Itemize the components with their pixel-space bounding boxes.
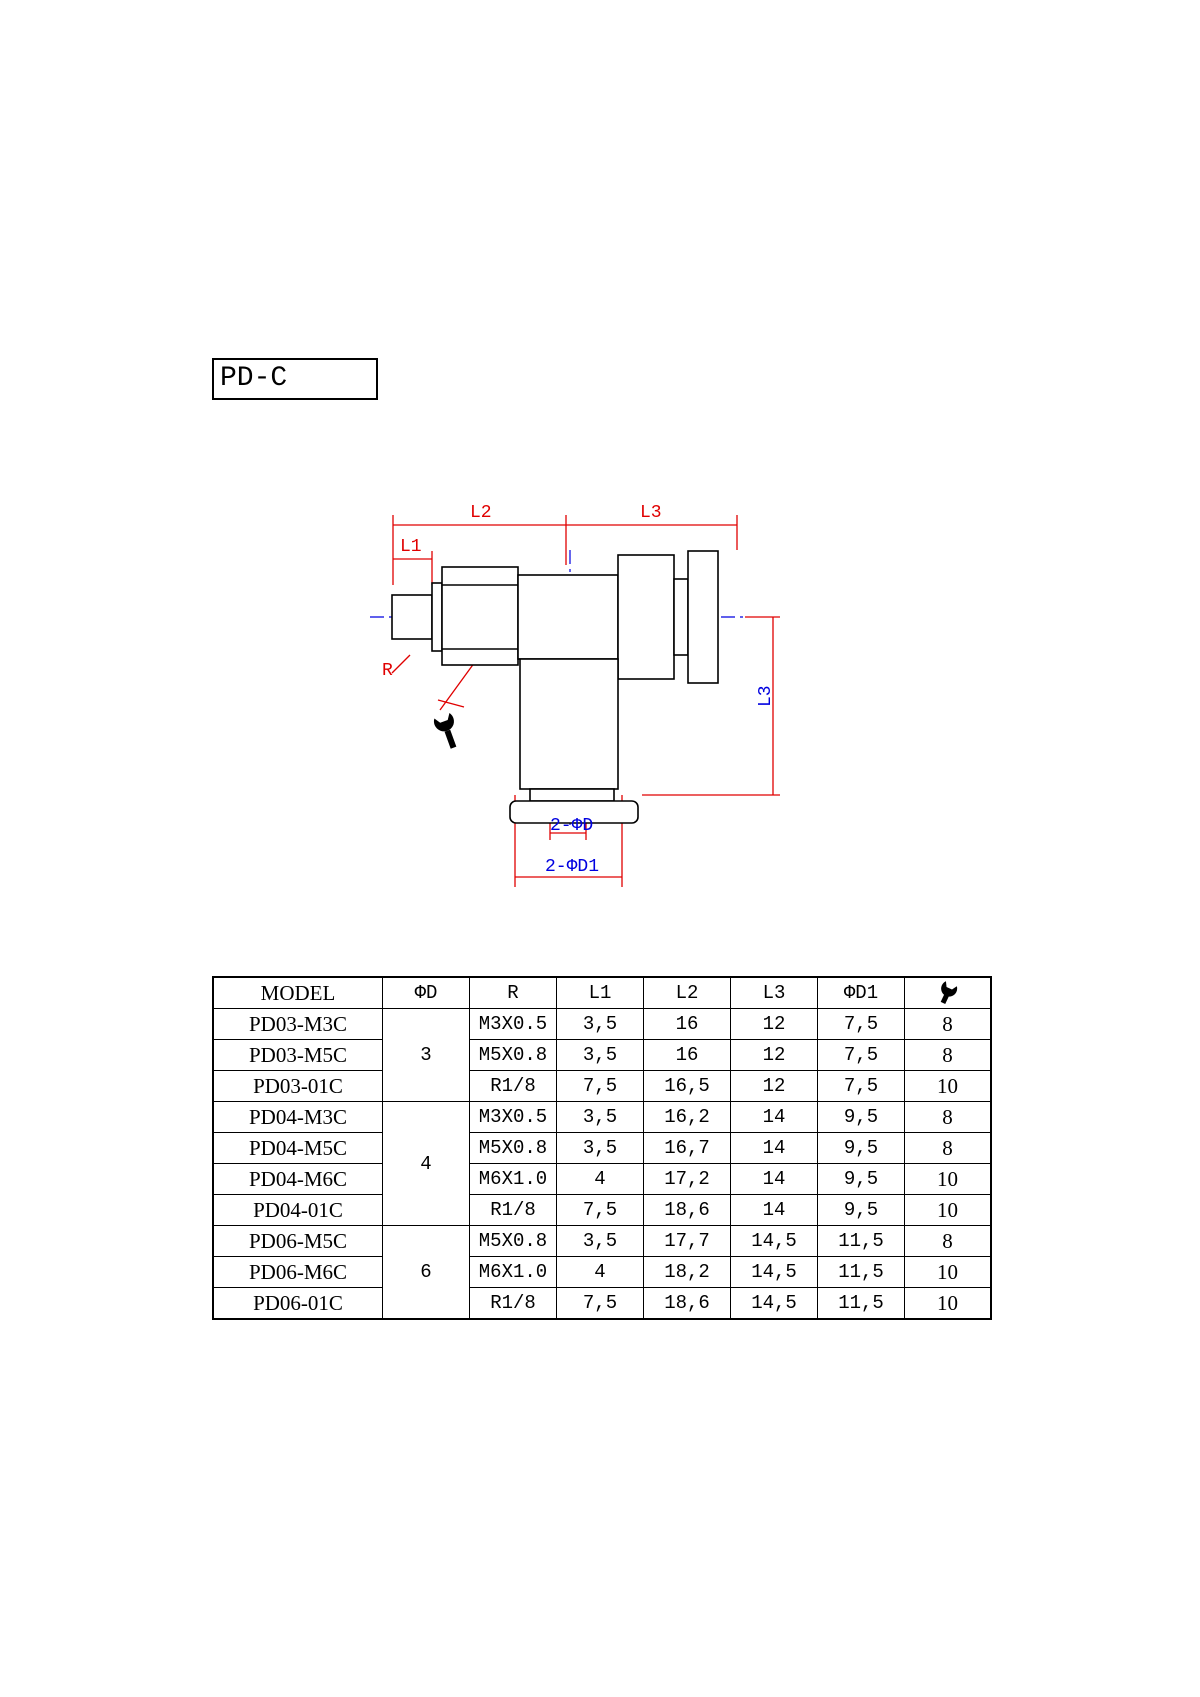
model-cell: PD04-M6C xyxy=(213,1164,383,1195)
d1-cell: 7,5 xyxy=(818,1071,905,1102)
wrench-cell: 8 xyxy=(905,1102,992,1133)
col-r: R xyxy=(470,977,557,1009)
table-row xyxy=(213,1257,991,1288)
table-row xyxy=(213,1071,991,1102)
r-cell: M6X1.0 xyxy=(470,1164,557,1195)
wrench-cell: 8 xyxy=(905,1133,992,1164)
model-cell: PD03-M3C xyxy=(213,1009,383,1040)
d1-cell: 9,5 xyxy=(818,1133,905,1164)
l3-cell: 12 xyxy=(731,1009,818,1040)
l1-cell: 3,5 xyxy=(557,1133,644,1164)
l2-cell: 16,5 xyxy=(644,1071,731,1102)
d1-cell: 11,5 xyxy=(818,1288,905,1320)
table-row xyxy=(213,1040,991,1071)
table-header-row xyxy=(213,977,991,1009)
l3-cell: 12 xyxy=(731,1040,818,1071)
dim-label-l2: L2 xyxy=(470,503,492,523)
model-cell: PD04-M3C xyxy=(213,1102,383,1133)
wrench-cell: 10 xyxy=(905,1071,992,1102)
d1-cell: 7,5 xyxy=(818,1040,905,1071)
l2-cell: 16 xyxy=(644,1009,731,1040)
table-body xyxy=(213,1009,991,1320)
l1-cell: 3,5 xyxy=(557,1226,644,1257)
table-row xyxy=(213,1133,991,1164)
col-d: ΦD xyxy=(383,977,470,1009)
l3-cell: 14,5 xyxy=(731,1288,818,1320)
r-cell: M6X1.0 xyxy=(470,1257,557,1288)
l3-cell: 14,5 xyxy=(731,1226,818,1257)
l3-cell: 14,5 xyxy=(731,1257,818,1288)
l1-cell: 7,5 xyxy=(557,1195,644,1226)
col-l1: L1 xyxy=(557,977,644,1009)
wrench-cell: 8 xyxy=(905,1009,992,1040)
l1-cell: 7,5 xyxy=(557,1071,644,1102)
wrench-icon xyxy=(432,712,462,751)
model-cell: PD06-M5C xyxy=(213,1226,383,1257)
d-cell: 3 xyxy=(383,1009,470,1102)
l3-cell: 12 xyxy=(731,1071,818,1102)
table-row xyxy=(213,1226,991,1257)
technical-drawing xyxy=(360,495,800,895)
l1-cell: 3,5 xyxy=(557,1040,644,1071)
l3-cell: 14 xyxy=(731,1164,818,1195)
l2-cell: 17,2 xyxy=(644,1164,731,1195)
l2-cell: 18,6 xyxy=(644,1288,731,1320)
l2-cell: 16 xyxy=(644,1040,731,1071)
l1-cell: 4 xyxy=(557,1164,644,1195)
d-cell: 4 xyxy=(383,1102,470,1226)
col-l2: L2 xyxy=(644,977,731,1009)
r-cell: M3X0.5 xyxy=(470,1102,557,1133)
col-d1: ΦD1 xyxy=(818,977,905,1009)
wrench-cell: 10 xyxy=(905,1288,992,1320)
l3-cell: 14 xyxy=(731,1195,818,1226)
spec-table xyxy=(212,976,992,1320)
dim-label-r: R xyxy=(382,661,393,681)
table-row xyxy=(213,1288,991,1320)
model-cell: PD06-01C xyxy=(213,1288,383,1320)
r-cell: M5X0.8 xyxy=(470,1133,557,1164)
dim-label-d: 2-ΦD xyxy=(550,816,594,836)
table-row xyxy=(213,1195,991,1226)
l3-cell: 14 xyxy=(731,1133,818,1164)
wrench-cell: 8 xyxy=(905,1040,992,1071)
wrench-cell: 10 xyxy=(905,1257,992,1288)
d-cell: 6 xyxy=(383,1226,470,1320)
model-cell: PD03-01C xyxy=(213,1071,383,1102)
l1-cell: 7,5 xyxy=(557,1288,644,1320)
table-row xyxy=(213,1102,991,1133)
d1-cell: 9,5 xyxy=(818,1164,905,1195)
r-cell: R1/8 xyxy=(470,1195,557,1226)
dim-label-d1: 2-ΦD1 xyxy=(545,857,600,877)
product-title: PD-C xyxy=(212,358,378,400)
wrench-icon xyxy=(938,981,958,1005)
table-row xyxy=(213,1009,991,1040)
model-cell: PD04-M5C xyxy=(213,1133,383,1164)
wrench-cell: 10 xyxy=(905,1195,992,1226)
fitting-outline xyxy=(392,551,718,823)
model-cell: PD03-M5C xyxy=(213,1040,383,1071)
r-cell: R1/8 xyxy=(470,1071,557,1102)
r-cell: R1/8 xyxy=(470,1288,557,1320)
table-row xyxy=(213,1164,991,1195)
l2-cell: 18,2 xyxy=(644,1257,731,1288)
dim-label-l3-top: L3 xyxy=(640,503,662,523)
l3-cell: 14 xyxy=(731,1102,818,1133)
dim-label-l1: L1 xyxy=(400,537,422,557)
l1-cell: 4 xyxy=(557,1257,644,1288)
col-wrench xyxy=(905,977,992,1009)
r-cell: M5X0.8 xyxy=(470,1040,557,1071)
l2-cell: 16,7 xyxy=(644,1133,731,1164)
model-cell: PD04-01C xyxy=(213,1195,383,1226)
model-cell: PD06-M6C xyxy=(213,1257,383,1288)
dim-label-l3-side: L3 xyxy=(756,685,776,707)
d1-cell: 7,5 xyxy=(818,1009,905,1040)
l1-cell: 3,5 xyxy=(557,1102,644,1133)
d1-cell: 9,5 xyxy=(818,1102,905,1133)
wrench-cell: 8 xyxy=(905,1226,992,1257)
l1-cell: 3,5 xyxy=(557,1009,644,1040)
l2-cell: 17,7 xyxy=(644,1226,731,1257)
l2-cell: 18,6 xyxy=(644,1195,731,1226)
wrench-cell: 10 xyxy=(905,1164,992,1195)
d1-cell: 11,5 xyxy=(818,1226,905,1257)
d1-cell: 11,5 xyxy=(818,1257,905,1288)
d1-cell: 9,5 xyxy=(818,1195,905,1226)
r-cell: M3X0.5 xyxy=(470,1009,557,1040)
col-l3: L3 xyxy=(731,977,818,1009)
r-cell: M5X0.8 xyxy=(470,1226,557,1257)
l2-cell: 16,2 xyxy=(644,1102,731,1133)
col-model: MODEL xyxy=(213,977,383,1009)
